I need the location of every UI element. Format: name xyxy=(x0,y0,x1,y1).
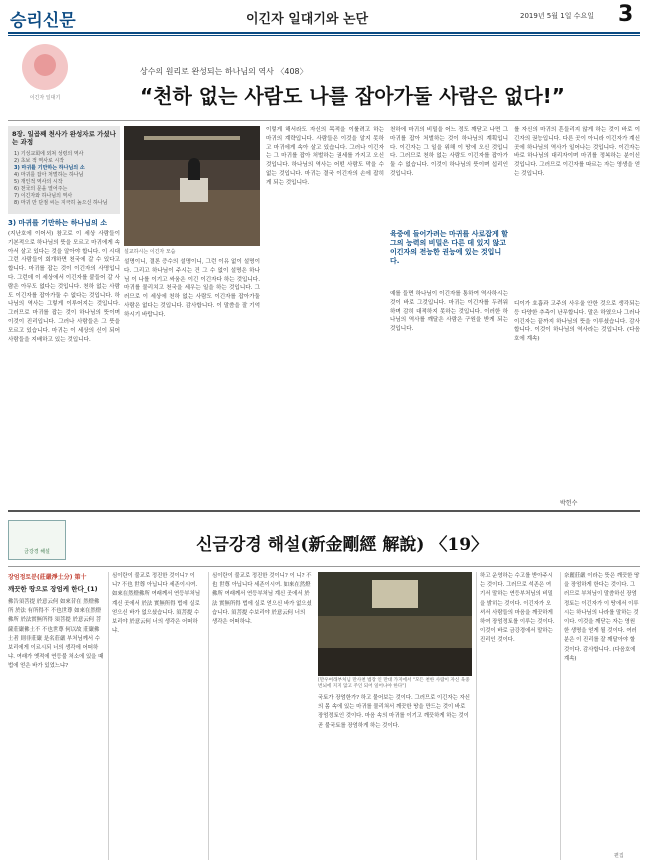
sermon-hall-photo xyxy=(318,572,472,676)
issue-date: 2019년 5월 1일 수요일 xyxy=(520,12,594,20)
logo-caption: 이긴자 일대기 xyxy=(29,95,61,101)
section-divider xyxy=(8,510,640,512)
lower-photo-caption: [만우여래부처님 만사천 법장 인 만대 가지에서 "모든 천한 사람이 자신 육중 번뇌에 지지 않고 주인 되어 일어나야 한다"] xyxy=(318,678,470,689)
section-logo-caption: 금강경 해설 xyxy=(24,549,50,555)
section-title: 이긴자 일대기와 논단 xyxy=(246,12,369,27)
lower-column-1: 佛告須菩提 於意云何 如來昔在 然燈佛所 於法 有所得不 不也世尊 如來在然燈佛所 於法實無所得 須菩提 於意云何 菩薩莊嚴佛土不 不也世尊 何以故 莊嚴佛土者 則非莊嚴 是名莊嚴 부처님께서 수보리에게 이르시되 너의 생각에 어떠하냐. 여래가 옛적에 연등불 처소에 있을 때 법에 얻은 바가 있었느냐? xyxy=(8,599,104,670)
article-column-6: 디이가 호흡과 고주의 사우울 안한 것으로 생각되는 등 다양한 추측이 난무합니다. 말은 하였으나 그러나 이긴자는 끝까지 하나님의 뜻을 이루셨습니다. 감사합니다. 이것이 하나님의 역사라는 것입니다. (다음호에 계속) xyxy=(514,301,640,343)
outline-item: 4) 마귀를 잡아 처벌하는 하나님 xyxy=(14,172,84,178)
lotus-logo-center xyxy=(34,54,56,76)
masthead-rule-thin xyxy=(8,35,640,36)
outline-item: 8) 마귀 만 단점 씨는 지극히 높으신 하나님 xyxy=(14,200,108,206)
article-column-3: 이렇게 해서라도 자신의 목적을 이룰려고 하는 마귀의 계략입니다. 사람들은 이것을 알지 못하고 마귀에게 속아 살고 있습니다. 그러나 이긴자는 그 마귀를 잡아 처벌하는 권세를 가지고 오신 것입니다. 하나님의 역사는 어떤 사람도 막을 수 없는 것입니다. 마귀는 결국 이긴자의 손에 잡히게 되는 것입니다. xyxy=(266,127,384,186)
lower-column-3: 국토가 장엄한가? 하고 물어보는 것이다. 그러므로 이긴자는 자신의 몸 속에 있는 마귀를 물리쳐서 깨끗한 땅을 만드는 것이 바로 장엄정토인 것이다. 마음 속의 마귀를 이기고 깨끗하게 하는 것이 곧 불국토를 장엄하게 하는 것이다. xyxy=(318,695,470,729)
sermon-photo xyxy=(124,126,260,246)
footer-tag: 편집 xyxy=(614,853,624,859)
lower-column-2b: 심이란이 불교로 정진한 것이니? 이 니? 不也 世尊 아닙니다 세존이시여. 如來在然燈佛所 여래께서 연등부처님 계신 곳에서 於法 實無所得 법에 실로 얻으신 바가 없으셨습니다. 須菩提 수보리야 於意云何 너의 생각은 어떠하냐. xyxy=(212,573,312,626)
column-separator xyxy=(476,572,477,860)
column-separator xyxy=(560,572,561,860)
section-subhead: 3) 마귀를 기만하는 하나님의 소 xyxy=(8,219,107,227)
article-column-5: 를 자신의 마귀의 흔들리지 않게 하는 것이 바로 이긴자의 권능입니다. 다른 곳이 아니라 이긴자가 계신 곳에 하나님의 역사가 일어나는 것입니다. 이긴자는 바로 하나님의 대리자이며 마귀를 정복하는 분이신 것입니다. 그러므로 이긴자를 따르는 자는 영생을 얻는 것입니다. xyxy=(514,127,640,177)
article-column-4: 천하에 마귀의 비밀을 어느 정도 깨닫고 나면 그 마귀를 잡아 처벌하는 것이 하나님의 계획입니다. 이긴자는 그 일을 위해 이 땅에 오신 것입니다. 그러므로 천하 없는 사람도 이긴자를 잡아가둘 수 없습니다. 이것이 하나님의 뜻이며 섭리인 것입니다. xyxy=(390,127,508,177)
masthead-rule xyxy=(8,32,640,34)
article-column-1: (지난호에 이어서) 참고로 이 세상 사람들이 기본적으로 하나님의 뜻을 모르고 마귀에게 속아서 살고 있다는 것을 알아야 합니다. 이 시대 그런 사람들이 회개하면 천국에 갈 수 있다고 합니다. 마귀를 잡는 것이 이긴자의 사명입니다. 그런데 이 세상에서 이긴자를 붙들어 갈 사람은 아무도 없다는 것입니다. 천하 없는 사람도 이긴자를 잡아가둘 수 없다는 것입니다. 하나님의 역사는 그렇게 이루어지는 것입니다. 그러므로 마귀를 잡는 것이 하나님의 뜻이며 이것이 진리입니다. 그러나 사람들은 그 뜻을 모르고 있습니다. 마귀는 이 세상의 신이 되어 사람들을 지배하고 있는 것입니다. xyxy=(8,231,120,343)
chapter-title: 깨끗한 땅으로 장엄케 한다_(1) xyxy=(8,585,98,593)
chapter-outline-title: 8장. 일곱째 천사가 완성자로 가셨나는 과정 xyxy=(12,130,116,146)
outline-item: 2) 초보 적 역사로 시작 xyxy=(14,158,65,164)
article-column-4b: 예를 들면 하나님이 이긴자를 통하여 역사하시는 것이 바로 그것입니다. 마귀는 이긴자를 두려워하며 감히 대적하지 못하는 것입니다. 이러한 하나님의 역사를 깨달은 사람은 구원을 받게 되는 것입니다. xyxy=(390,291,508,333)
outline-item: 5) 개인적 역사의 시작 xyxy=(14,179,63,185)
lower-column-5: 奈麗莊嚴 이라는 뜻은 깨끗한 땅을 장엄하게 한다는 것이다. 그러므로 부처님이 말씀하신 장엄정토는 이긴자가 이 땅에서 이루시는 하나님의 나라를 말하는 것이다. 이것을 깨닫는 자는 영원한 생명을 얻게 될 것이다. 여러분은 이 진리를 잘 깨달아야 할 것이다. 감사합니다. (다음호에 계속) xyxy=(564,573,640,662)
outline-item: 7) 이긴자와 하나님의 역사 xyxy=(14,193,73,199)
article-headline: “천하 없는 사람도 나를 잡아가둘 사람은 없다!” xyxy=(140,84,565,108)
article-kicker: 상수의 원리로 완성되는 하나님의 역사 〈408〉 xyxy=(140,67,308,76)
page-number: 3 xyxy=(618,2,634,27)
outline-item: 1) 기성교회에 외쳐 성령의 역사 xyxy=(14,151,84,157)
lower-section-title: 신금강경 해설(新金剛經 解說) 〈19〉 xyxy=(196,535,489,555)
article-column-2: 설명이니, 결론 증수의 설명이니, 그런 이유 없이 설명이다. 그리고 하나님이 주시는 건 그 수 없이 설명은 하나님 이 나를 이기고 싸움은 이긴 이긴자다 하는 것입니다. 마귀를 물리치고 천국을 세우는 일을 하는 것입니다. 그러므로 이 세상에 천하 없는 사람도 이긴자를 잡아가둘 사람은 없다는 것입니다. 감사합니다. 이 말씀을 잘 기억하시기 바랍니다. xyxy=(124,259,260,318)
photo-caption: 설교하시는 이긴자 모습 xyxy=(124,249,176,255)
author-name: 박헌수 xyxy=(560,500,578,507)
headline-rule xyxy=(8,120,640,121)
newspaper-name: 승리신문 xyxy=(10,11,76,31)
outline-item: 6) 천국의 문을 열어주는 xyxy=(14,186,68,192)
column-separator xyxy=(208,572,209,860)
lower-column-4: 하고 운영하는 수고를 받아주시는 것이다. 그러므로 석존은 여기서 말하는 연등부처님의 비밀을 밝히는 것이다. 이긴자가 오셔서 사람들의 마음을 깨끗하게 하여 장엄정토를 이루는 것이다. 이것이 바로 금강경에서 말하는 진리인 것이다. xyxy=(480,573,555,644)
outline-item-current: 3) 마귀를 기만하는 하나님의 소 xyxy=(14,165,85,171)
lower-title-rule xyxy=(8,566,640,567)
chapter-reference: 장엄정토분(莊嚴淨土分) 第十 xyxy=(8,574,87,581)
lower-column-2: 심이란이 불교로 정진한 것이니? 이 니? 不也 世尊 아닙니다 세존이시여. 如來在然燈佛所 여래께서 연등부처님 계신 곳에서 於法 實無所得 법에 실로 얻으신 바가 없으셨습니다. 須菩提 수보리야 於意云何 너의 생각은 어떠하냐. xyxy=(112,573,201,635)
pull-quote: 육중에 들어가려는 마귀를 사로잡게 할 그의 능력의 비밀은 다른 데 있지 않고 이긴자의 전능한 권능에 있는 것입니다. xyxy=(390,230,508,265)
column-separator xyxy=(108,572,109,860)
